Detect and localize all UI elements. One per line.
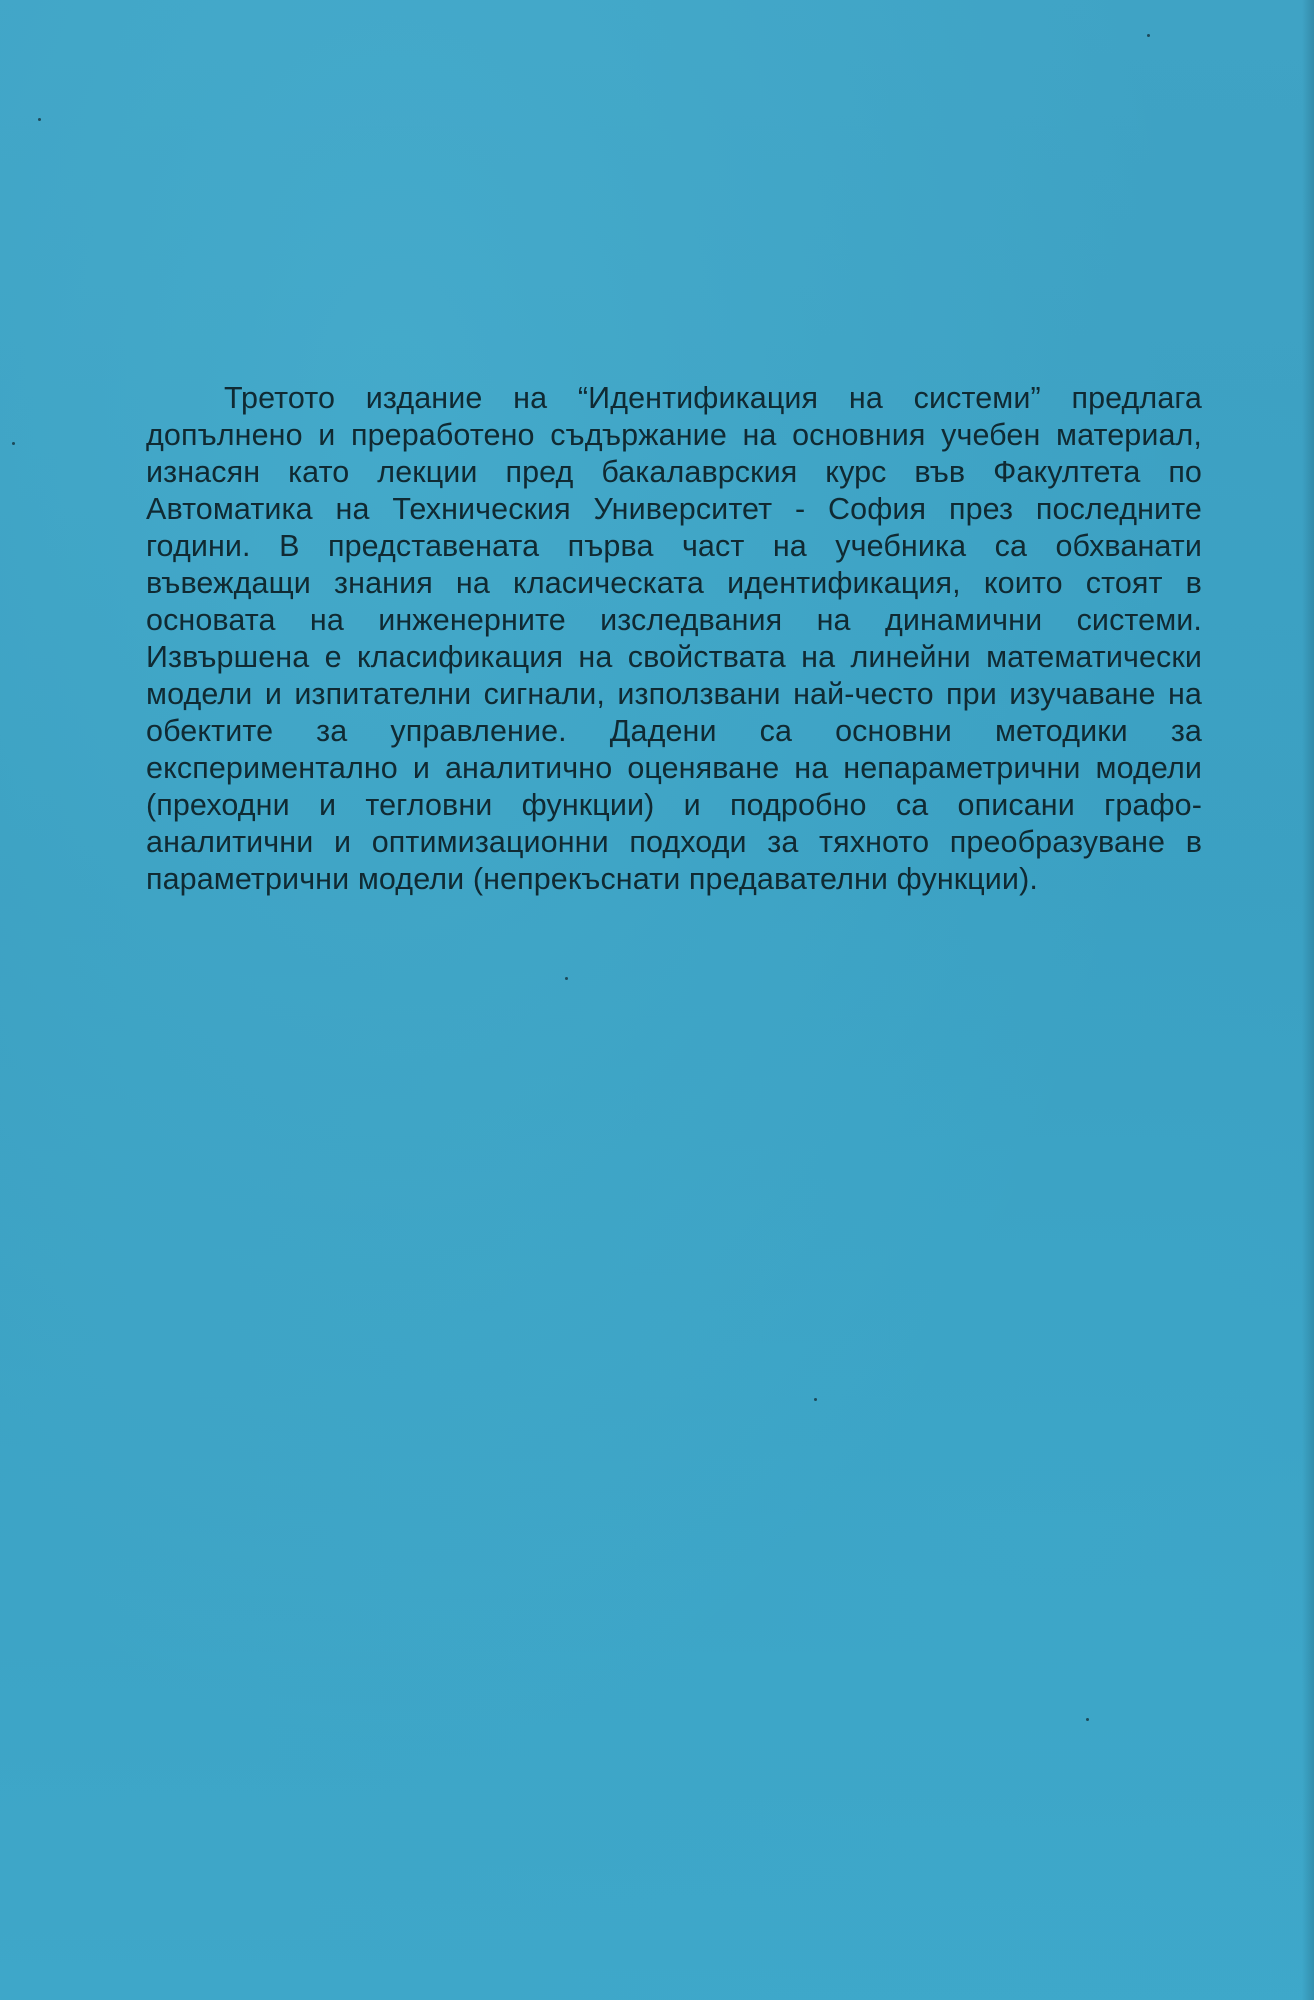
paper-speck <box>565 977 568 980</box>
paper-speck <box>814 1398 817 1401</box>
paper-speck <box>1086 1718 1089 1721</box>
cover-edge-shadow <box>1302 0 1314 2000</box>
paper-speck <box>12 442 15 445</box>
paper-speck <box>1147 34 1150 37</box>
cover-description-text: Третото издание на “Идентификация на системи” предлага допълнено и преработено съдържание на основния учебен материал, изнасян като лекции пред бакалаврския курс във Факултета по Автоматика на Техническия Университет - София през последните години. В представената първа част на учебника са обхванати въвеждащи знания на класическата идентификация, които стоят в основата на инженерните изследвания на динамични системи. Извършена е класификация на свойствата на линейни математически модели и изпитателни сигнали, използвани най-често при изучаване на обектите за управление. Дадени са основни методики за експериментално и аналитично оценяване на непараметрични модели (преходни и тегловни функции) и подробно са описани графо-аналитични и оптимизационни подходи за тяхното преобразуване в параметрични модели (непрекъснати предавателни функции). <box>146 381 1202 896</box>
paper-speck <box>38 118 41 121</box>
